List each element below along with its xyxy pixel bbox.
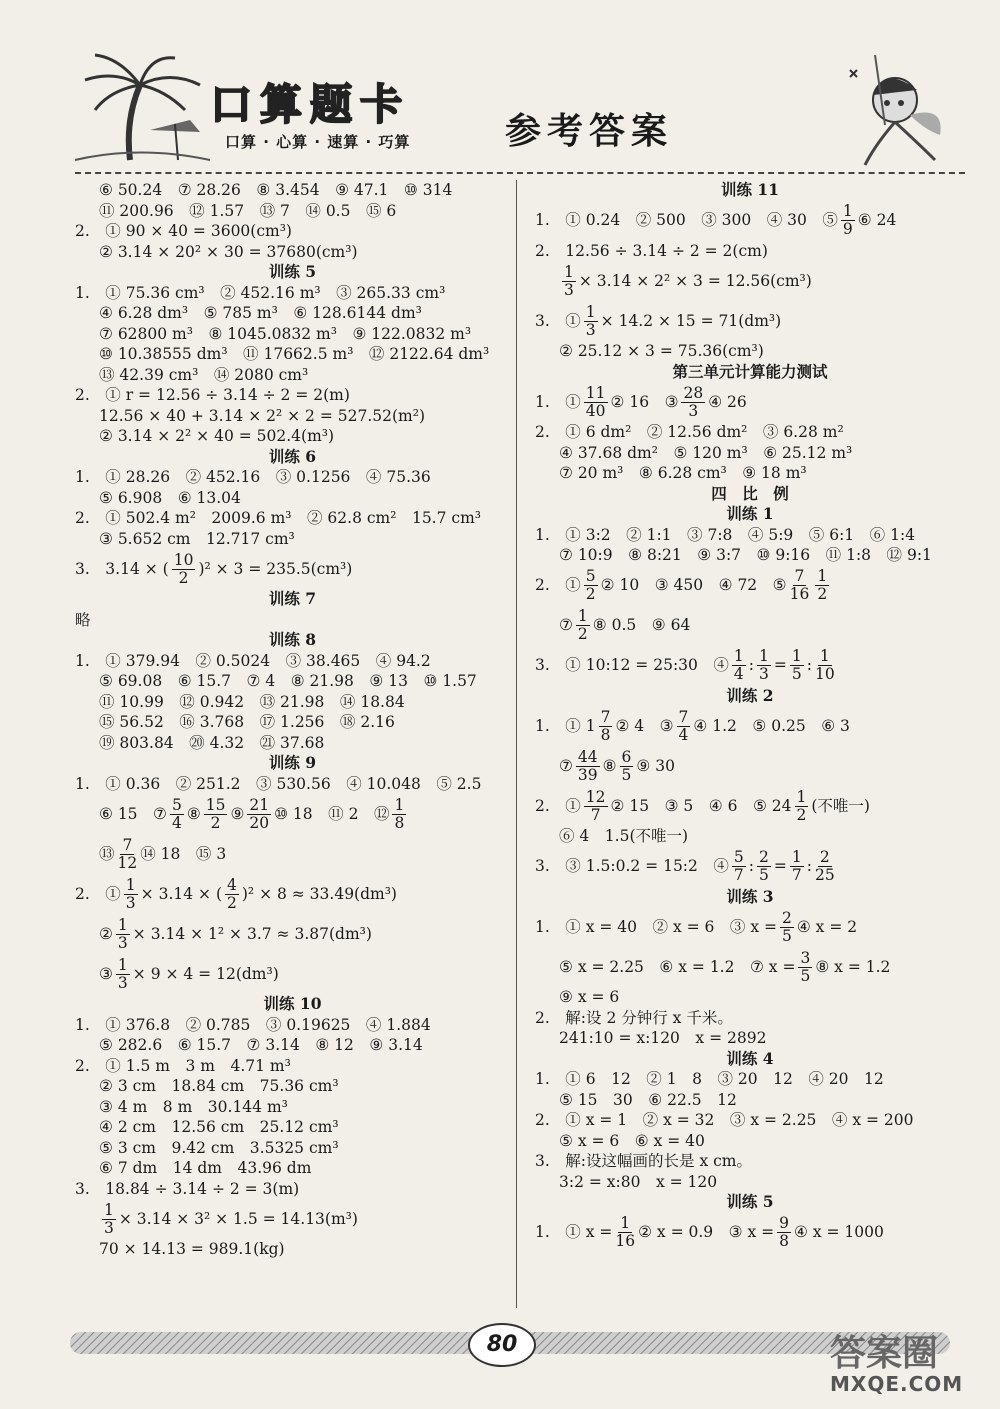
numerator: 1	[104, 1200, 114, 1219]
answer-line: 1. ① 28.26 ② 452.16 ③ 0.1256 ④ 75.36	[75, 468, 431, 486]
fraction	[116, 957, 130, 992]
text: 1. ① x = 40 ② x = 6 ③ x =	[535, 917, 777, 936]
answer-line	[75, 914, 510, 954]
fraction	[815, 849, 835, 884]
numerator: 1	[817, 567, 828, 585]
fraction	[757, 849, 771, 884]
header-divider	[75, 172, 965, 174]
denominator: 5	[781, 926, 792, 945]
answer-line	[535, 201, 965, 241]
text: ⑬	[99, 844, 115, 863]
fraction	[757, 648, 771, 683]
denominator: 2	[227, 893, 237, 912]
answer-line: 70 × 14.13 = 989.1(kg)	[99, 1240, 285, 1258]
fraction	[562, 264, 576, 299]
text: ④ 26	[708, 392, 747, 411]
text: ⑥ 15 ⑦	[99, 804, 167, 823]
watermark-url: MXQE.COM	[830, 1372, 964, 1396]
page-number: 80	[468, 1323, 536, 1367]
fraction	[576, 749, 600, 784]
fraction	[790, 849, 804, 884]
answer-line: 1. ① 0.36 ② 251.2 ③ 530.56 ④ 10.048 ⑤ 2.5	[75, 774, 482, 793]
answer-line: 2. ① 6 dm² ② 12.56 dm² ③ 6.28 m²	[535, 423, 844, 441]
answer-line: 2. ① r = 12.56 ÷ 3.14 ÷ 2 = 2(m)	[75, 386, 350, 404]
fraction	[584, 385, 608, 420]
answer-line: ③ 4 m 8 m 30.144 m³	[99, 1097, 288, 1116]
answer-line: ⑦ 20 m³ ⑧ 6.28 cm³ ⑨ 18 m³	[559, 464, 807, 482]
fraction	[732, 849, 746, 884]
numerator: 1	[125, 875, 136, 894]
numerator: 7	[122, 835, 133, 854]
text: ② 16 ③	[610, 392, 679, 411]
answer-line: 3. ① 10:12 = 25:30 ④ $\frac{1}{4}$ : $\frac{1}{3}$ = $\frac{1}{5}$ : $\frac{1}{10}$	[535, 647, 835, 683]
fraction	[620, 749, 634, 784]
numerator: 7	[794, 567, 805, 585]
answer-line: 2. ① x = 1 ② x = 32 ③ x = 2.25 ④ x = 200	[535, 1111, 914, 1129]
answer-line	[75, 954, 510, 994]
denominator: 40	[585, 401, 606, 420]
answer-line: ⑦ 62800 m³ ⑧ 1045.0832 m³ ⑨ 122.0832 m³	[99, 324, 472, 343]
text: )² × 8 ≈ 33.49(dm³)	[241, 884, 397, 903]
denominator: 2	[817, 585, 828, 603]
text: 3. ①	[535, 311, 581, 330]
text: ⑥ 24	[857, 211, 897, 230]
denominator: 4	[171, 813, 182, 832]
denominator: 3	[585, 320, 596, 339]
denominator: 10	[815, 665, 835, 683]
text: 1. ① x =	[535, 1223, 613, 1242]
text: ⑤ x = 2.25 ⑥ x = 1.2 ⑦ x =	[559, 957, 796, 976]
text: ② x = 0.9 ③ x =	[638, 1223, 775, 1242]
text: ④ x = 1000	[794, 1223, 884, 1242]
numerator: 2	[781, 908, 792, 927]
text: 3. ③ 1.5:0.2 = 15:2 ④	[535, 857, 729, 876]
fraction	[790, 648, 804, 683]
denominator: 2	[178, 568, 189, 587]
page-header	[0, 0, 1000, 175]
section-title: 训练 8	[268, 630, 317, 649]
answer-line	[535, 382, 965, 422]
text: ④ x = 2	[796, 917, 858, 936]
fraction	[780, 910, 794, 945]
answer-line: ⑤ 15 30 ⑥ 22.5 12	[559, 1090, 737, 1109]
denominator: 2	[585, 585, 596, 603]
fraction	[170, 797, 184, 832]
fraction	[732, 648, 746, 683]
right-column	[535, 180, 965, 1253]
answer-line: ⑦ 10:9 ⑧ 8:21 ⑨ 3:7 ⑩ 9:16 ⑪ 1:8 ⑫ 9:1	[559, 546, 932, 564]
section-title: 训练 10	[263, 994, 322, 1013]
watermark-logo: 答案圈	[830, 1333, 939, 1374]
denominator: 3	[117, 933, 128, 952]
numerator: 28	[683, 383, 704, 402]
numerator: 1	[842, 202, 853, 220]
denominator: 9	[842, 220, 853, 238]
answer-line: 1. ① 75.36 cm³ ② 452.16 m³ ③ 265.33 cm³	[75, 283, 446, 302]
answer-line	[75, 1199, 510, 1239]
denominator: 3	[125, 893, 136, 912]
numerator: 10	[173, 550, 194, 569]
text: ③	[99, 964, 113, 983]
denominator: 7	[791, 866, 802, 884]
denominator: 3	[104, 1218, 114, 1237]
denominator: 3	[759, 665, 769, 683]
text: 1. ① 0.24 ② 500 ③ 300 ④ 30 ⑤	[535, 211, 838, 230]
text: × 9 × 4 = 12(dm³)	[132, 964, 279, 983]
denominator: 2	[796, 805, 807, 824]
text: ⑨ 30	[636, 756, 675, 775]
text: ② 10 ③ 450 ④ 72 ⑤	[600, 576, 787, 595]
fraction	[798, 950, 812, 985]
section-title: 训练 1	[726, 504, 774, 523]
denominator: 2	[210, 813, 221, 832]
answer-line: 2. 12.56 ÷ 3.14 ÷ 2 = 2(cm)	[535, 241, 768, 260]
text: ⑨	[230, 804, 245, 823]
answer-line: ② 3.14 × 20² × 30 = 37680(cm³)	[99, 242, 358, 261]
answer-line: ⑪ 200.96 ⑫ 1.57 ⑬ 7 ⑭ 0.5 ⑮ 6	[99, 201, 397, 220]
answer-line	[535, 786, 965, 826]
fairy-illustration	[835, 55, 950, 170]
numerator: 1	[117, 955, 128, 974]
answer-line: ⑨ x = 6	[559, 988, 620, 1006]
answer-line: 1. ① 6 12 ② 1 8 ③ 20 12 ④ 20 12	[535, 1070, 884, 1088]
text: × 3.14 × (	[140, 884, 222, 903]
denominator: 16	[615, 1232, 636, 1250]
denominator: 3	[688, 401, 699, 420]
answer-line: ⑤ 3 cm 9.42 cm 3.5325 cm³	[99, 1138, 339, 1157]
denominator: 4	[678, 725, 689, 744]
denominator: 3	[564, 280, 574, 299]
text: ② 15 ③ 5 ④ 6 ⑤ 24	[610, 796, 792, 815]
answer-line: 3:2 = x:80 x = 120	[559, 1172, 718, 1191]
fraction	[225, 877, 239, 912]
answer-line: ② 25.12 × 3 = 75.36(cm³)	[559, 342, 764, 360]
answer-line: 3. ③ 1.5:0.2 = 15:2 ④ $\frac{5}{7}$ : $\frac{2}{5}$ = $\frac{1}{7}$ : $\frac{2}{25}$	[535, 848, 835, 884]
fraction	[392, 797, 406, 832]
denominator: 5	[759, 866, 769, 884]
answer-line: 1. ① 376.8 ② 0.785 ③ 0.19625 ④ 1.884	[75, 1015, 431, 1034]
text: 1. ①	[535, 392, 581, 411]
answer-line: ⑥ 7 dm 14 dm 43.96 dm	[99, 1159, 312, 1177]
numerator: 11	[585, 383, 606, 402]
answer-line	[75, 874, 510, 914]
answer-line: 241:10 = x:120 x = 2892	[559, 1029, 767, 1047]
fraction	[584, 568, 598, 603]
answer-line: ④ 37.68 dm² ⑤ 120 m³ ⑥ 25.12 m³	[559, 443, 853, 462]
answer-line: ⑲ 803.84 ⑳ 4.32 ㉑ 37.68	[99, 733, 325, 752]
answer-line	[535, 566, 965, 606]
answer-line: ⑪ 10.99 ⑫ 0.942 ⑬ 21.98 ⑭ 18.84	[99, 692, 405, 711]
answer-line	[75, 834, 510, 874]
answer-line: ⑤ 282.6 ⑥ 15.7 ⑦ 3.14 ⑧ 12 ⑨ 3.14	[99, 1036, 423, 1054]
fraction	[795, 789, 809, 824]
numerator: 1	[577, 607, 588, 625]
denominator: 16	[789, 585, 810, 603]
numerator: 9	[779, 1214, 790, 1232]
fraction	[247, 797, 271, 832]
numerator: 1	[791, 848, 802, 866]
fraction	[584, 304, 598, 339]
numerator: 1	[791, 647, 802, 665]
denominator: 5	[800, 966, 811, 985]
denominator: 39	[577, 765, 598, 784]
numerator: 12	[585, 787, 606, 806]
numerator: 1	[796, 787, 807, 806]
fraction	[777, 1215, 791, 1250]
answer-line: ② 3 cm 18.84 cm 75.36 cm³	[99, 1077, 339, 1095]
brand-subtitle: 口算 · 心算 · 速算 · 巧算	[225, 133, 411, 151]
text: ⑧	[186, 804, 201, 823]
palm-tree-illustration	[70, 50, 210, 165]
answer-line: 2. ① 90 × 40 = 3600(cm³)	[75, 222, 292, 240]
section-title: 训练 3	[726, 886, 774, 906]
answer-line: 1. ① 379.94 ② 0.5024 ③ 38.465 ④ 94.2	[75, 651, 431, 670]
chapter-title: 四 比 例	[711, 483, 789, 503]
answer-line: 12.56 × 40 + 3.14 × 2² × 2 = 527.52(m²)	[99, 406, 425, 425]
fraction	[815, 568, 829, 603]
fraction	[681, 385, 705, 420]
text: ④ 1.2 ⑤ 0.25 ⑥ 3	[693, 716, 850, 735]
section-title: 训练 4	[726, 1048, 774, 1068]
numerator: 1	[733, 647, 744, 665]
answer-line	[75, 794, 510, 834]
denominator: 5	[621, 765, 632, 784]
numerator: 6	[621, 747, 632, 766]
text: ⑦	[559, 616, 573, 635]
answer-line: ⑥ 50.24 ⑦ 28.26 ⑧ 3.454 ⑨ 47.1 ⑩ 314	[99, 181, 453, 199]
text: (不唯一)	[811, 796, 870, 815]
denominator: 7	[733, 866, 744, 884]
answer-line: ④ 2 cm 12.56 cm 25.12 cm³	[99, 1118, 339, 1136]
left-column	[75, 180, 510, 1260]
answer-line: 3. 解:设这幅画的长是 x cm。	[535, 1152, 752, 1170]
answer-line: 2. ① 502.4 m² 2009.6 m³ ② 62.8 cm² 15.7 cm³	[75, 509, 481, 527]
text: 2. ①	[75, 884, 121, 903]
text: × 3.14 × 3² × 1.5 = 14.13(m³)	[118, 1209, 358, 1228]
answer-line: ⑬ 42.39 cm³ ⑭ 2080 cm³	[99, 365, 309, 384]
text: ②	[99, 924, 113, 943]
section-title: 训练 9	[268, 753, 317, 772]
answer-line: ⑤ x = 6 ⑥ x = 40	[559, 1131, 705, 1150]
fraction	[118, 837, 138, 872]
fraction	[615, 1215, 635, 1250]
numerator: 15	[205, 795, 226, 814]
fraction	[576, 608, 590, 643]
text: 1. ① 1	[535, 716, 596, 735]
numerator: 2	[819, 848, 830, 866]
fraction	[116, 917, 130, 952]
numerator: 5	[585, 567, 596, 585]
column-divider	[516, 180, 517, 1308]
fraction	[124, 877, 138, 912]
numerator: 1	[759, 647, 769, 665]
denominator: 25	[814, 866, 835, 884]
answer-line: 2. ① 1.5 m 3 m 4.71 m³	[75, 1056, 291, 1075]
fraction	[584, 789, 608, 824]
fraction	[599, 709, 613, 744]
answer-line	[75, 549, 510, 589]
denominator: 8	[600, 725, 611, 744]
answer-line: 略	[75, 610, 91, 629]
text: × 3.14 × 1² × 3.7 ≈ 3.87(dm³)	[132, 924, 372, 943]
answer-line	[535, 947, 965, 987]
text: ⑧ x = 1.2	[815, 957, 891, 976]
numerator: 1	[585, 302, 596, 321]
answer-line: ④ 6.28 dm³ ⑤ 785 m³ ⑥ 128.6144 dm³	[99, 304, 422, 322]
page-heading: 参考答案	[505, 111, 674, 152]
text: ② 4 ③	[615, 716, 674, 735]
denominator: 7	[590, 805, 601, 824]
section-title: 训练 5	[726, 1192, 774, 1211]
numerator: 7	[678, 707, 689, 726]
section-title: 训练 11	[721, 180, 779, 199]
fraction	[102, 1202, 116, 1237]
text: ⑦	[559, 756, 573, 775]
answer-line: ⑩ 10.38555 dm³ ⑪ 17662.5 m³ ⑫ 2122.64 dm³	[99, 345, 490, 363]
answer-line: ③ 5.652 cm 12.717 cm³	[99, 529, 295, 548]
numerator: 5	[733, 848, 744, 866]
answer-line	[535, 746, 965, 786]
denominator: 3	[117, 973, 128, 992]
answer-line: 3. 18.84 ÷ 3.14 ÷ 2 = 3(m)	[75, 1179, 300, 1198]
numerator: 4	[227, 875, 237, 894]
answer-line: ⑮ 56.52 ⑯ 3.768 ⑰ 1.256 ⑱ 2.16	[99, 713, 395, 731]
text: 3. 3.14 × (	[75, 559, 169, 578]
answer-line: 1. ① 3:2 ② 1:1 ③ 7:8 ④ 5:9 ⑤ 6:1 ⑥ 1:4	[535, 525, 916, 544]
numerator: 5	[171, 795, 182, 814]
numerator: 3	[800, 948, 811, 967]
text: ⑩ 18 ⑪ 2 ⑫	[274, 804, 390, 823]
answer-line	[535, 301, 965, 341]
numerator: 44	[577, 747, 598, 766]
text: ⑧	[602, 756, 617, 775]
answer-line	[535, 1213, 965, 1253]
answer-line: ⑤ 6.908 ⑥ 13.04	[99, 488, 241, 507]
answer-line	[535, 606, 965, 646]
denominator: 20	[249, 813, 270, 832]
answer-line	[535, 706, 965, 746]
numerator: 21	[249, 795, 270, 814]
fraction	[815, 648, 835, 683]
text: 2. ①	[535, 576, 581, 595]
text: × 3.14 × 2² × 3 = 12.56(cm³)	[578, 271, 812, 290]
text: ⑭ 18 ⑮ 3	[140, 844, 227, 863]
fraction	[677, 709, 691, 744]
fraction	[172, 552, 196, 587]
answer-line: ⑥ 4 1.5(不唯一)	[559, 827, 689, 845]
answer-line	[535, 907, 965, 947]
answer-line: ② 3.14 × 2² × 40 = 502.4(m³)	[99, 427, 335, 445]
text: 3. ① 10:12 = 25:30 ④	[535, 656, 729, 675]
numerator: 2	[759, 848, 769, 866]
denominator: 8	[394, 813, 405, 832]
section-title: 训练 6	[268, 446, 317, 466]
text: ⑧ 0.5 ⑨ 64	[592, 616, 691, 635]
text: )² × 3 = 235.5(cm³)	[198, 559, 353, 578]
section-title: 第三单元计算能力测试	[672, 361, 828, 381]
fraction	[204, 797, 228, 832]
text: × 14.2 × 15 = 71(dm³)	[600, 311, 782, 330]
section-title: 训练 7	[268, 589, 317, 608]
fraction	[790, 568, 810, 603]
denominator: 5	[791, 665, 802, 683]
numerator: 1	[564, 262, 574, 281]
numerator: 1	[394, 795, 405, 814]
denominator: 2	[577, 625, 588, 643]
section-title: 训练 2	[726, 685, 774, 705]
brand-title: 口算题卡	[209, 80, 410, 129]
numerator: 7	[600, 707, 611, 726]
section-title: 训练 5	[268, 262, 317, 281]
denominator: 12	[117, 853, 138, 872]
numerator: 1	[620, 1214, 631, 1232]
numerator: 1	[819, 647, 830, 665]
numerator: 1	[117, 915, 128, 934]
fraction	[841, 203, 855, 238]
denominator: 8	[779, 1232, 790, 1250]
denominator: 4	[733, 665, 744, 683]
answer-line	[535, 261, 965, 301]
answer-line: ⑤ 69.08 ⑥ 15.7 ⑦ 4 ⑧ 21.98 ⑨ 13 ⑩ 1.57	[99, 672, 477, 690]
text: 2. ①	[535, 796, 581, 815]
answer-line: 2. 解:设 2 分钟行 x 千米。	[535, 1008, 733, 1027]
